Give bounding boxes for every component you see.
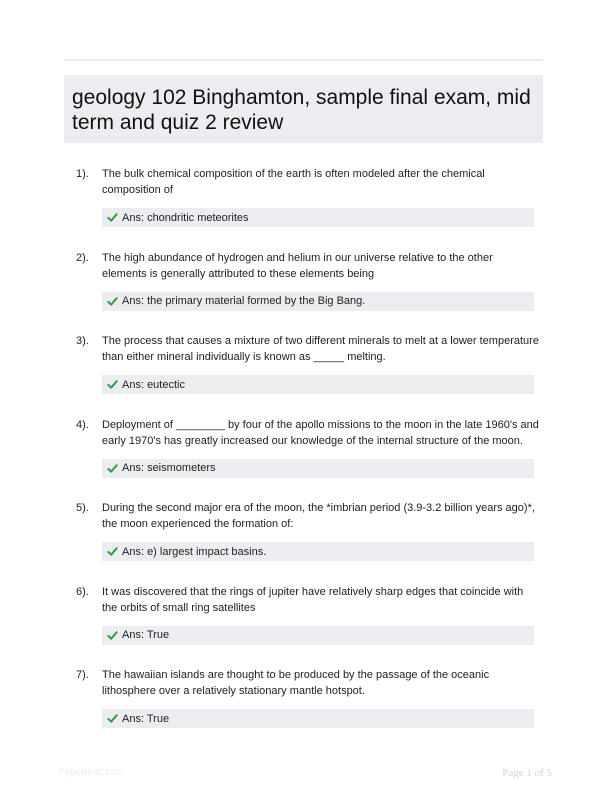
question-number: 1). [76, 168, 89, 180]
question-list [0, 166, 606, 751]
footer-site-watermark: Paperfinic.com [58, 767, 125, 778]
page-indicator: Page 1 of 5 [502, 767, 552, 779]
answer-text: Ans: chondritic meteorites [122, 211, 249, 224]
question-number: 4). [76, 418, 89, 431]
question-number: 6). [76, 585, 89, 598]
question-text: The process that causes a mixture of two different minerals to melt at a lower temperature than either mineral individually is known as _____ melting. [102, 335, 539, 363]
question-text: It was discovered that the rings of jupiter have relatively sharp edges that coincide with the orbits of small ring satellites [102, 585, 524, 614]
check-icon [107, 713, 118, 724]
question-item [0, 166, 606, 250]
question-item [0, 584, 606, 668]
question-item [0, 333, 606, 417]
question-item [0, 417, 606, 501]
answer-text: Ans: e) largest impact basins. [122, 545, 267, 558]
check-icon [107, 296, 118, 307]
answer-box [102, 459, 534, 478]
answer-text: Ans: seismometers [122, 462, 216, 474]
answer-text: Ans: True [122, 629, 170, 641]
answer-box [102, 208, 534, 227]
top-divider [64, 59, 543, 61]
question-text: During the second major era of the moon, the *imbrian period (3.9-3.2 billion years ago)*, the moon experienced the formation of: [102, 502, 535, 530]
question-text: The high abundance of hydrogen and helium in our universe relative to the other elements is generally attributed to these elements being [102, 251, 493, 280]
question-text: The hawaiian islands are thought to be produced by the passage of the oceanic lithosphere over a relatively stationary mantle hotspot. [102, 669, 490, 697]
question-item [0, 500, 606, 584]
check-icon [107, 379, 118, 390]
answer-text: Ans: the primary material formed by the Big Bang. [122, 295, 366, 307]
answer-text: Ans: eutectic [122, 378, 185, 391]
answer-text: Ans: True [122, 712, 170, 725]
title-banner [64, 75, 543, 143]
question-number: 7). [76, 669, 89, 681]
check-icon [107, 546, 118, 557]
question-number: 5). [76, 502, 89, 514]
page-title: geology 102 Binghamton, sample final exam, mid term and quiz 2 review [72, 86, 531, 134]
answer-box [102, 542, 534, 561]
answer-box [102, 626, 534, 645]
question-item [0, 250, 606, 334]
question-text: Deployment of ________ by four of the apollo missions to the moon in the late 1960's and early 1970's has greatly increased our knowledge of the internal structure of the moon. [102, 418, 539, 447]
answer-box [102, 709, 534, 728]
check-icon [107, 630, 118, 641]
question-text: The bulk chemical composition of the earth is often modeled after the chemical composition of [102, 168, 485, 196]
check-icon [107, 463, 118, 474]
question-number: 3). [76, 335, 89, 347]
question-item [0, 667, 606, 751]
check-icon [107, 212, 118, 223]
answer-box [102, 292, 534, 311]
question-number: 2). [76, 251, 89, 264]
answer-box [102, 375, 534, 394]
